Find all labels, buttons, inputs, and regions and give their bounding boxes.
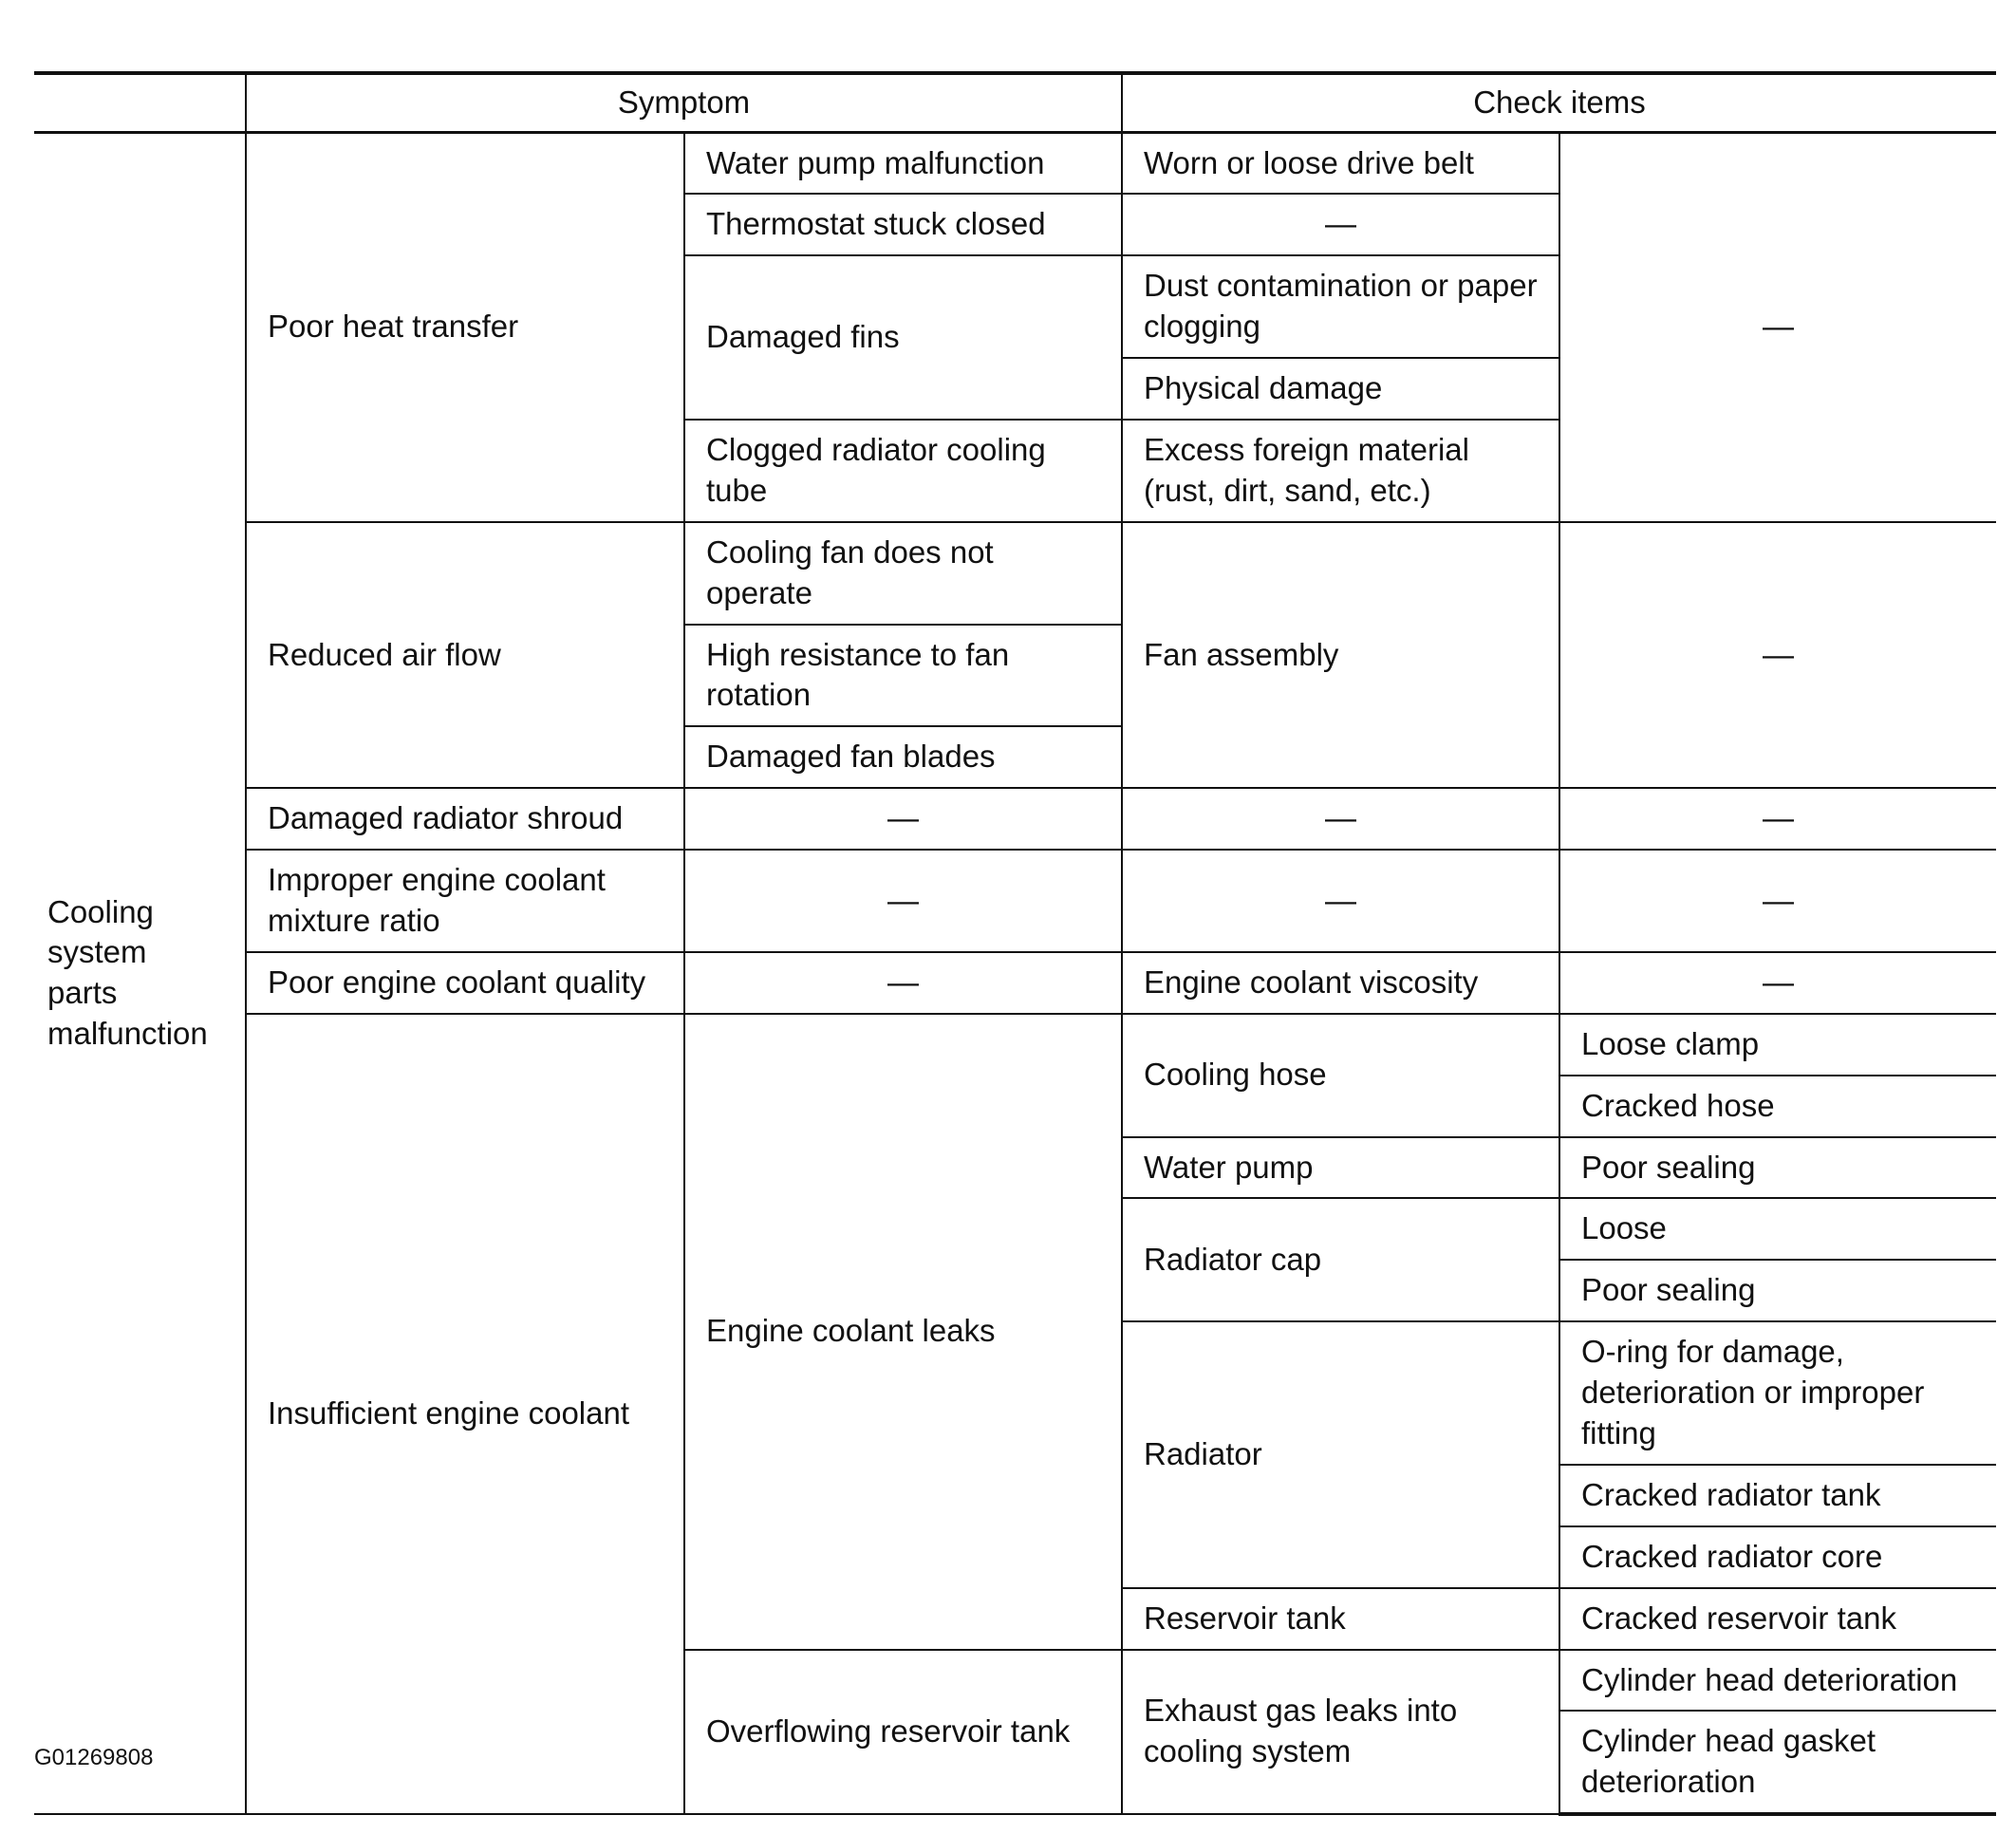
- cause-clogged-tube: Clogged radiator cooling tube: [684, 420, 1122, 522]
- detail-loose-clamp: Loose clamp: [1559, 1014, 1996, 1076]
- detail-cracked-radiator-core: Cracked radiator core: [1559, 1526, 1996, 1588]
- check-dash: —: [1122, 788, 1559, 850]
- detail-poor-sealing: Poor sealing: [1559, 1137, 1996, 1199]
- detail-dash: —: [1559, 788, 1996, 850]
- detail-loose: Loose: [1559, 1198, 1996, 1260]
- header-check-items: Check items: [1122, 73, 1996, 132]
- table-row: [34, 788, 1996, 850]
- check-physical-damage: Physical damage: [1122, 358, 1559, 420]
- cause-damaged-fan-blades: Damaged fan blades: [684, 726, 1122, 788]
- table-row: [34, 132, 1996, 194]
- detail-dash: —: [1559, 522, 1996, 788]
- cause-coolant-leaks: Engine coolant leaks: [684, 1014, 1122, 1650]
- detail-o-ring: O-ring for damage, deterioration or improper fitting: [1559, 1321, 1996, 1465]
- check-dash: —: [1122, 850, 1559, 952]
- check-water-pump: Water pump: [1122, 1137, 1559, 1199]
- check-dust-contamination: Dust contamination or paper clogging: [1122, 255, 1559, 358]
- header-blank-cell: [34, 73, 246, 132]
- detail-dash: —: [1559, 132, 1996, 522]
- cause-overflowing-reservoir: Overflowing reservoir tank: [684, 1650, 1122, 1815]
- cause-fan-resistance: High resistance to fan rotation: [684, 625, 1122, 727]
- table-row: [34, 522, 1996, 625]
- diagnosis-table: [34, 71, 1996, 1816]
- category-cell: Cooling system parts malfunction: [34, 132, 246, 1814]
- detail-poor-sealing: Poor sealing: [1559, 1260, 1996, 1321]
- cause-fan-not-operate: Cooling fan does not operate: [684, 522, 1122, 625]
- check-cooling-hose: Cooling hose: [1122, 1014, 1559, 1137]
- check-dash: —: [1122, 194, 1559, 255]
- detail-head-deterioration: Cylinder head deterioration: [1559, 1650, 1996, 1712]
- symptom-poor-heat-transfer: Poor heat transfer: [246, 132, 684, 522]
- cause-dash: —: [684, 788, 1122, 850]
- table-row: [34, 850, 1996, 952]
- cause-damaged-fins: Damaged fins: [684, 255, 1122, 420]
- header-row: [34, 73, 1996, 132]
- check-radiator: Radiator: [1122, 1321, 1559, 1587]
- detail-cracked-hose: Cracked hose: [1559, 1076, 1996, 1137]
- symptom-improper-ratio: Improper engine coolant mixture ratio: [246, 850, 684, 952]
- check-exhaust-gas-leaks: Exhaust gas leaks into cooling system: [1122, 1650, 1559, 1815]
- check-drive-belt: Worn or loose drive belt: [1122, 132, 1559, 194]
- cause-dash: —: [684, 850, 1122, 952]
- check-coolant-viscosity: Engine coolant viscosity: [1122, 952, 1559, 1014]
- check-radiator-cap: Radiator cap: [1122, 1198, 1559, 1321]
- detail-cracked-radiator-tank: Cracked radiator tank: [1559, 1465, 1996, 1526]
- symptom-damaged-shroud: Damaged radiator shroud: [246, 788, 684, 850]
- cause-water-pump-malfunction: Water pump malfunction: [684, 132, 1122, 194]
- check-reservoir-tank: Reservoir tank: [1122, 1588, 1559, 1650]
- header-symptom: Symptom: [246, 73, 1122, 132]
- symptom-poor-quality: Poor engine coolant quality: [246, 952, 684, 1014]
- detail-dash: —: [1559, 850, 1996, 952]
- table-row: [34, 952, 1996, 1014]
- cause-thermostat-stuck: Thermostat stuck closed: [684, 194, 1122, 255]
- check-foreign-material: Excess foreign material (rust, dirt, sand, etc.): [1122, 420, 1559, 522]
- detail-dash: —: [1559, 952, 1996, 1014]
- detail-cracked-reservoir-tank: Cracked reservoir tank: [1559, 1588, 1996, 1650]
- table-row: [34, 1014, 1996, 1076]
- cause-dash: —: [684, 952, 1122, 1014]
- symptom-reduced-air-flow: Reduced air flow: [246, 522, 684, 788]
- check-fan-assembly: Fan assembly: [1122, 522, 1559, 788]
- detail-gasket-deterioration: Cylinder head gasket deterioration: [1559, 1711, 1996, 1814]
- symptom-insufficient-coolant: Insufficient engine coolant: [246, 1014, 684, 1814]
- figure-code: G01269808: [34, 1745, 154, 1770]
